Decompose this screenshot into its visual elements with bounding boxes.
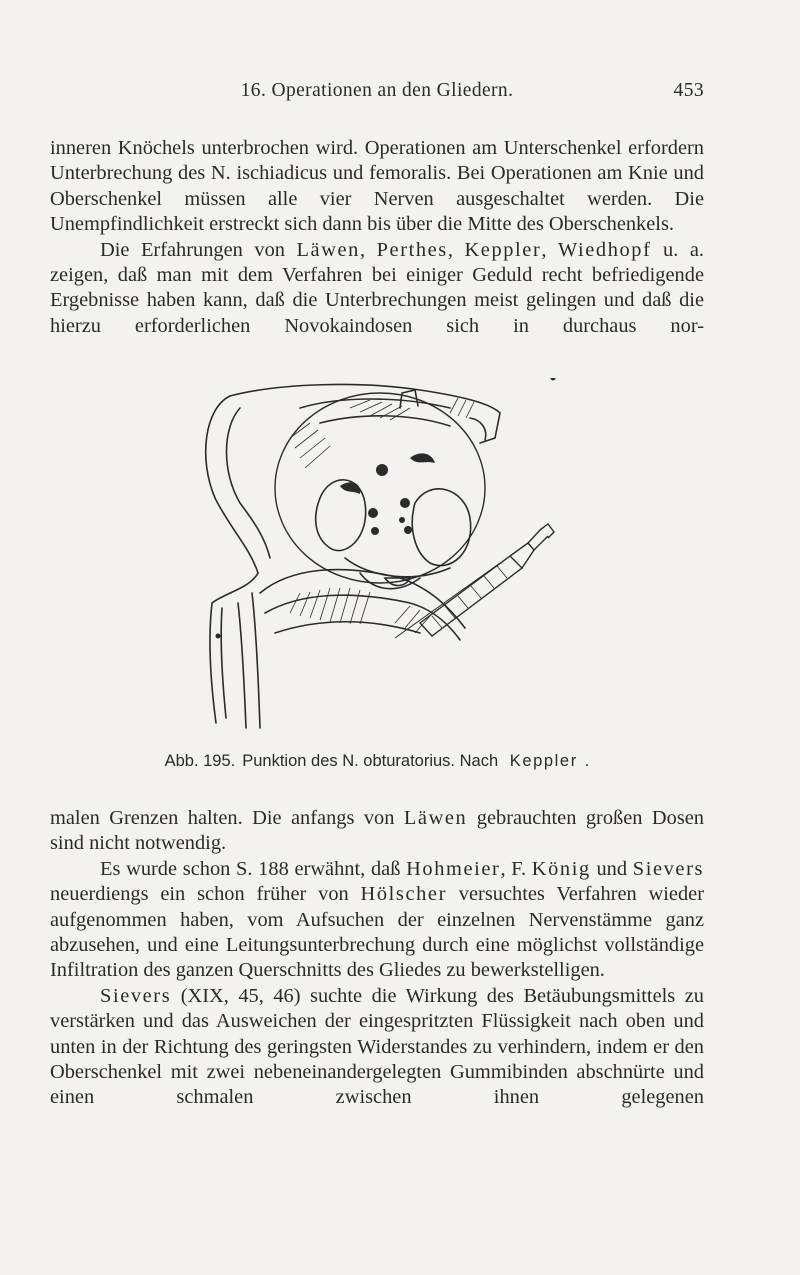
author-name: Hohmeier [406,857,501,880]
paragraph [50,238,704,340]
text-run: Es wurde schon S. 188 erwähnt, daß [100,857,407,880]
femur-line-1 [221,608,226,718]
chapter-title: 16. Operationen an den Gliedern. [240,80,514,101]
author-name: König [531,857,591,880]
right-cavity [412,489,470,566]
vessel-shape [410,453,435,463]
pelvis-cross-section-illustration [170,378,570,740]
text-run: neuerdiengs ein schon früher von [50,883,361,906]
paragraph [50,136,704,238]
nerve-dot [371,527,379,535]
pelvic-ring [275,393,485,583]
author-name: Keppler [464,238,542,261]
text-run: gebrauchten großen Dosen sind nicht notwendig. [50,807,705,855]
syringe-hub [510,543,534,568]
text-run: , [447,238,465,261]
nerve-dot [368,508,378,518]
figure-caption [50,752,704,771]
paragraph [50,984,704,1111]
text-block-bottom [50,806,704,1111]
top-right-fold [470,418,486,440]
muscle-layer-3 [275,622,420,633]
text-run: Punktion des N. obturatorius. Nach [242,752,503,770]
hatching-5 [450,398,474,418]
nerve-dot [376,464,388,476]
text-run: Die Erfahrungen von [100,238,297,261]
text-run: u. a. zeigen, daß man mit dem Verfahren bei einiger Geduld recht befriedigende Ergebnisse haben kann, daß die Unterbrechungen meist gelingen und daß die hierzu erforderlichen Novokaindosen sich in durchaus nor- [50,238,704,337]
author-name: Sievers [632,857,704,880]
paragraph [50,857,704,984]
author-name: Keppler [509,752,578,770]
author-name: Läwen [403,807,468,829]
small-dot [216,634,221,639]
outline-left-lower [210,573,258,723]
vessel-shape [340,482,360,494]
author-name: Sievers [100,984,172,1007]
inner-contour-left [227,408,271,558]
text-run: (XIX, 45, 46) suchte die Wirkung des Betäubungsmittels zu verstärken und das Ausweichen der eingespritzten Flüssigkeit nach oben und unten in der Richtung des geringsten Widerstandes zu verhindern, indem er den Oberschenkel mit zwei nebeneinandergelegten Gummibinden abschnürte und einen schmalen zwischen ihnen gelegenen [50,984,704,1109]
text-run: und [590,857,633,880]
nerve-dot [399,517,405,523]
author-name: Läwen [296,238,360,261]
muscle-layer-2 [265,595,460,640]
anatomical-figure [170,378,570,740]
text-run: , [359,238,377,261]
top-contour-1 [300,399,450,408]
nerve-dot [404,526,412,534]
text-run: , [541,238,558,261]
hatching-3 [290,588,370,624]
author-name: Perthes [376,238,448,261]
text-block-top [50,136,704,339]
small-dot [551,378,556,381]
text-run: versuchtes Verfahren wieder aufgenommen haben, vom Aufsuchen der einzelnen Nervenstämme ganz abzusehen, und eine Leitungsunterbrechung durch eine möglichst vollständige Infiltration des ganzen Querschnitts des Gliedes zu bewerkstelligen. [50,883,705,982]
paragraph-text: inneren Knöchels unterbrochen wird. Operationen am Unterschenkel erfordern Unterbrechung des N. ischiadicus und femoralis. Bei Operationen am Knie und Oberschenkel müssen alle vier Nerven ausgeschaltet werden. Die Unempfindlichkeit erstreckt sich dann bis über die Mitte des Oberschenkels. [50,137,704,236]
author-name: Wiedhopf [557,238,652,261]
text-run: malen Grenzen halten. Die anfangs von [50,807,404,829]
caption-label: Abb. 195. [164,752,236,770]
running-header [50,80,704,110]
nerve-dot [400,498,410,508]
text-run: , F. [500,857,532,880]
page-number: 453 [673,80,704,101]
syringe [395,524,554,638]
syringe-plunger [528,524,554,550]
text-run: . [584,752,590,770]
femur-line-2 [238,603,246,728]
hatching-1 [290,423,330,468]
top-contour-2 [320,416,450,426]
paragraph [50,806,704,857]
femur-line-3 [252,593,260,728]
author-name: Hölscher [360,883,447,906]
caption-text [242,752,589,770]
